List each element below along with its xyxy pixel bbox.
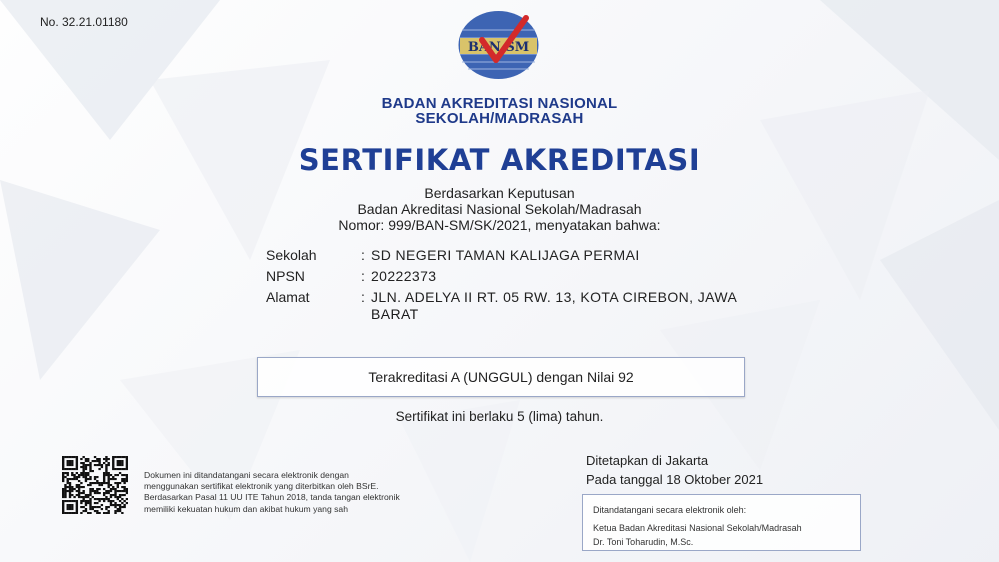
certificate-title: SERTIFIKAT AKREDITASI [298,143,701,177]
svg-text:BAN SM: BAN SM [467,40,530,55]
organization-name-line2: SEKOLAH/MADRASAH [415,110,584,127]
note-line4: memiliki kekuatan hukum dan akibat hukum yang sah [144,503,348,514]
signer-position: Ketua Badan Akreditasi Nasional Sekolah/Madrasah [593,523,802,533]
ban-sm-logo [456,8,541,83]
electronic-signature-note [144,470,400,515]
note-line1: Dokumen ini ditandatangani secara elektronik dengan [144,470,349,480]
school-colon: : [361,247,365,263]
intro-line1: Berdasarkan Keputusan [424,185,575,201]
address-value-line1: JLN. ADELYA II RT. 05 RW. 13, KOTA CIREBON, JAWA [371,289,738,305]
certificate-number: No. 32.21.01180 [40,15,128,29]
accreditation-result-box [257,357,745,397]
issue-date: Pada tanggal 18 Oktober 2021 [586,472,764,487]
issue-place: Ditetapkan di Jakarta [586,453,709,468]
npsn-value: 20222373 [371,268,437,284]
school-value: SD NEGERI TAMAN KALIJAGA PERMAI [371,247,640,263]
address-row [266,289,737,305]
validity-statement: Sertifikat ini berlaku 5 (lima) tahun. [395,409,604,424]
npsn-row [266,268,437,284]
signature-box [582,494,861,551]
qr-code-icon [62,456,128,514]
signature-heading: Ditandatangani secara elektronik oleh: [593,505,747,515]
address-label: Alamat [266,289,310,305]
note-line3: Berdasarkan Pasal 11 UU ITE Tahun 2018, tanda tangan elektronik [144,492,400,503]
intro-line3: Nomor: 999/BAN-SM/SK/2021, menyatakan bahwa: [338,217,661,233]
note-line2: menggunakan sertifikat elektronik yang diterbitkan oleh BSrE. [144,481,379,492]
accreditation-result: Terakreditasi A (UNGGUL) dengan Nilai 92 [368,369,634,385]
npsn-colon: : [361,268,365,284]
organization-name-line1: BADAN AKREDITASI NASIONAL [381,95,618,112]
intro-line2: Badan Akreditasi Nasional Sekolah/Madrasah [357,201,642,217]
address-colon: : [361,289,365,305]
npsn-label: NPSN [266,268,305,284]
school-label: Sekolah [266,247,317,263]
school-row [266,247,640,263]
signer-name: Dr. Toni Toharudin, M.Sc. [593,537,694,547]
address-value-line2: BARAT [371,306,419,322]
